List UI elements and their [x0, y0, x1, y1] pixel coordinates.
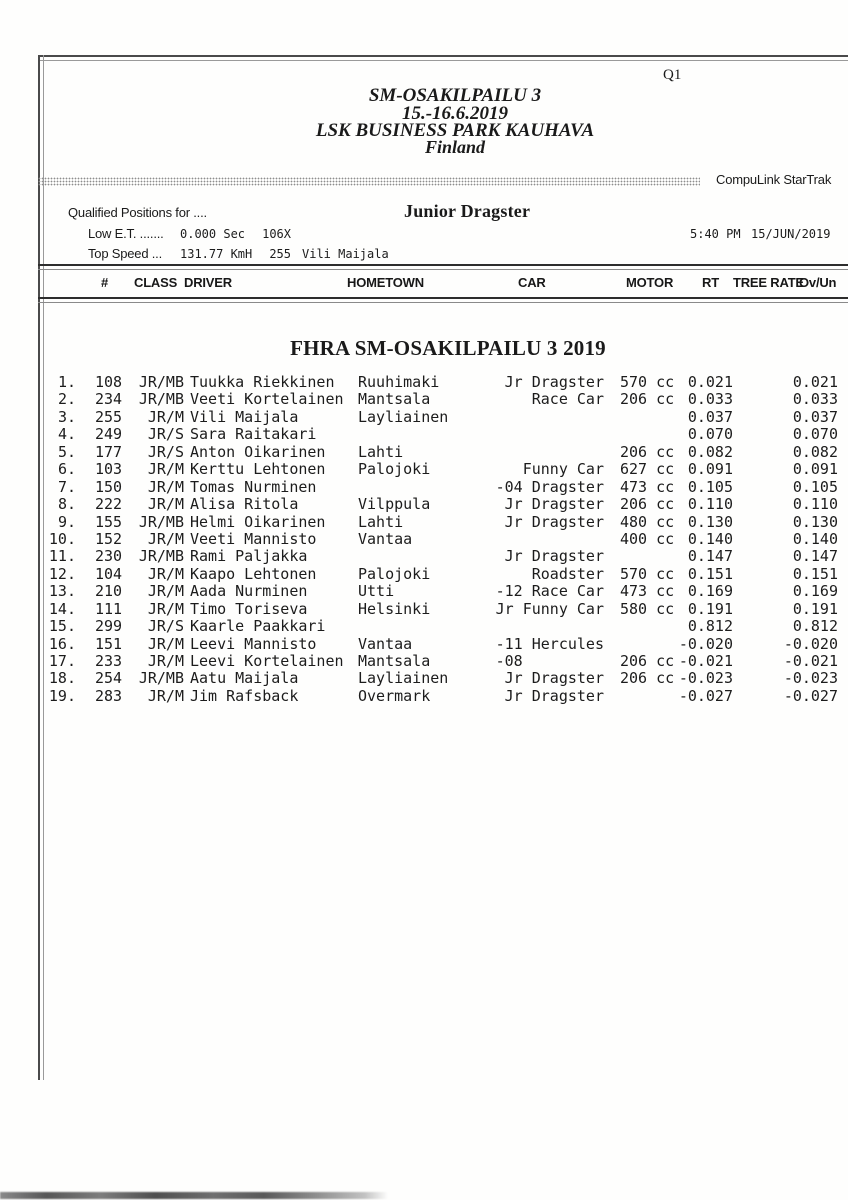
cell-class: JR/MB: [138, 390, 184, 409]
cell-ovun: -0.023: [783, 669, 838, 688]
table-row: [0, 670, 848, 687]
cell-number: 152: [95, 529, 123, 548]
cell-ovun: 0.082: [792, 442, 838, 461]
cell-number: 111: [95, 599, 123, 618]
cell-car: Jr Dragster: [504, 495, 604, 514]
cell-class: JR/M: [147, 686, 184, 705]
category-title: Junior Dragster: [404, 201, 531, 221]
cell-driver: Veeti Mannisto: [190, 529, 317, 548]
cell-motor: 400 cc: [620, 529, 675, 548]
cell-driver: Jim Rafsback: [190, 686, 299, 705]
cell-driver: Anton Oikarinen: [190, 442, 326, 461]
cell-hometown: Layliainen: [358, 407, 449, 426]
cell-driver: Alisa Ritola: [190, 495, 299, 514]
cell-number: 283: [95, 686, 123, 705]
cell-rt: 0.082: [687, 442, 733, 461]
cell-class: JR/M: [147, 477, 184, 496]
event-dates: 15.-16.6.2019: [401, 103, 509, 124]
cell-hometown: Overmark: [358, 686, 431, 705]
cell-rt: 0.147: [687, 547, 733, 566]
cell-class: JR/MB: [138, 512, 184, 531]
cell-rt: 0.151: [687, 564, 733, 583]
cell-driver: Kerttu Lehtonen: [190, 460, 326, 479]
cell-class: JR/S: [147, 442, 184, 461]
cell-car: Roadster: [531, 564, 604, 583]
cell-driver: Helmi Oikarinen: [190, 512, 326, 531]
cell-class: JR/S: [147, 425, 184, 444]
cell-rt: 0.037: [687, 407, 733, 426]
cell-motor: 206 cc: [620, 442, 675, 461]
col-header-driver: DRIVER: [184, 275, 232, 290]
cell-ovun: 0.105: [792, 477, 838, 496]
cell-car: -12 Race Car: [495, 582, 604, 601]
cell-driver: Veeti Kortelainen: [190, 390, 344, 409]
cell-motor: 206 cc: [620, 652, 675, 670]
cell-class: JR/S: [147, 617, 184, 636]
cell-ovun: -0.020: [783, 634, 838, 653]
event-venue: LSK BUSINESS PARK KAUHAVA: [315, 120, 595, 141]
results-table: [0, 374, 848, 705]
cell-number: 255: [95, 407, 123, 426]
timing-brand-label: CompuLink StarTrak: [716, 172, 832, 187]
cell-rank: 16.: [48, 634, 76, 653]
cell-rank: 3.: [57, 407, 76, 426]
cell-ovun: 0.151: [792, 564, 838, 583]
cell-class: JR/M: [147, 460, 184, 479]
cell-motor: 570 cc: [620, 373, 675, 391]
cell-number: 150: [95, 477, 123, 496]
cell-hometown: Vantaa: [358, 634, 413, 653]
table-row: [0, 496, 848, 513]
cell-motor: 627 cc: [620, 460, 675, 479]
cell-rank: 14.: [48, 599, 76, 618]
cell-number: 254: [95, 669, 123, 688]
table-row: [0, 618, 848, 635]
session-round-label: Q1: [663, 67, 682, 83]
cell-number: 108: [95, 373, 123, 391]
cell-rt: 0.105: [687, 477, 733, 496]
cell-class: JR/MB: [138, 547, 184, 566]
cell-rank: 9.: [57, 512, 76, 531]
cell-hometown: Mantsala: [358, 390, 431, 409]
cell-rt: 0.169: [687, 582, 733, 601]
cell-rt: -0.027: [678, 686, 733, 705]
cell-ovun: 0.140: [792, 529, 838, 548]
cell-hometown: Mantsala: [358, 652, 431, 670]
cell-rank: 2.: [57, 390, 76, 409]
cell-motor: 480 cc: [620, 512, 675, 531]
cell-rt: 0.812: [687, 617, 733, 636]
cell-driver: Timo Toriseva: [190, 599, 308, 618]
cell-car: Race Car: [531, 390, 604, 409]
cell-rt: 0.070: [687, 425, 733, 444]
cell-rt: -0.021: [678, 652, 733, 670]
cell-car: -04 Dragster: [495, 477, 604, 496]
cell-rank: 6.: [57, 460, 76, 479]
cell-number: 210: [95, 582, 123, 601]
cell-ovun: -0.021: [783, 652, 838, 670]
cell-rt: 0.021: [687, 373, 733, 391]
event-title: SM-OSAKILPAILU 3: [368, 85, 542, 106]
col-header-motor: MOTOR: [626, 275, 674, 290]
header-rule-top: [38, 264, 848, 270]
cell-hometown: Palojoki: [358, 564, 431, 583]
cell-hometown: Ruuhimaki: [358, 373, 440, 391]
cell-number: 234: [95, 390, 123, 409]
cell-motor: 473 cc: [620, 582, 675, 601]
cell-number: 155: [95, 512, 123, 531]
cell-ovun: 0.812: [792, 617, 838, 636]
table-row: [0, 374, 848, 391]
cell-ovun: -0.027: [783, 686, 838, 705]
table-row: [0, 479, 848, 496]
col-header-pos: #: [101, 275, 109, 290]
cell-car: Jr Dragster: [504, 669, 604, 688]
cell-motor: 570 cc: [620, 564, 675, 583]
cell-class: JR/M: [147, 599, 184, 618]
cell-number: 177: [95, 442, 123, 461]
cell-hometown: Vantaa: [358, 529, 413, 548]
top-speed-holder: Vili Maijala: [302, 247, 389, 261]
cell-driver: Aada Nurminen: [190, 582, 308, 601]
cell-class: JR/M: [147, 407, 184, 426]
cell-rank: 7.: [57, 477, 76, 496]
cell-class: JR/MB: [138, 373, 184, 391]
cell-ovun: 0.147: [792, 547, 838, 566]
low-et-value: 0.000 Sec: [180, 227, 246, 241]
low-et-label: Low E.T. .......: [88, 226, 164, 241]
table-row: [0, 391, 848, 408]
table-row: [0, 583, 848, 600]
col-header-car: CAR: [518, 275, 546, 290]
cell-number: 104: [95, 564, 123, 583]
table-row: [0, 461, 848, 478]
cell-rank: 11.: [48, 547, 76, 566]
cell-rank: 5.: [57, 442, 76, 461]
cell-motor: 206 cc: [620, 390, 675, 409]
session-time: 5:40 PM: [690, 227, 741, 241]
cell-car: Jr Dragster: [504, 547, 604, 566]
cell-motor: 580 cc: [620, 599, 675, 618]
scan-artifact-bottom: [0, 1192, 388, 1199]
cell-hometown: Lahti: [358, 512, 404, 531]
cell-driver: Tomas Nurminen: [190, 477, 317, 496]
cell-rank: 15.: [48, 617, 76, 636]
cell-motor: 206 cc: [620, 495, 675, 514]
col-header-rt: RT: [702, 275, 719, 290]
cell-car: -08: [495, 652, 604, 670]
cell-rt: 0.140: [687, 529, 733, 548]
low-et-car-number: 106X: [262, 227, 291, 241]
cell-car: -11 Hercules: [495, 634, 604, 653]
table-row: [0, 636, 848, 653]
cell-driver: Leevi Mannisto: [190, 634, 317, 653]
col-header-tree-rate: TREE RATE: [733, 275, 804, 290]
cell-class: JR/M: [147, 495, 184, 514]
table-row: [0, 653, 848, 670]
col-header-hometown: HOMETOWN: [347, 275, 424, 290]
cell-car: Jr Dragster: [504, 373, 604, 391]
cell-driver: Vili Maijala: [190, 407, 299, 426]
cell-hometown: Palojoki: [358, 460, 431, 479]
cell-class: JR/MB: [138, 669, 184, 688]
cell-rank: 8.: [57, 495, 76, 514]
cell-rt: 0.091: [687, 460, 733, 479]
table-row: [0, 444, 848, 461]
cell-rank: 10.: [48, 529, 76, 548]
col-header-ovun: Ov/Un: [799, 275, 837, 290]
cell-car: Funny Car: [522, 460, 604, 479]
cell-ovun: 0.191: [792, 599, 838, 618]
cell-ovun: 0.021: [792, 373, 838, 391]
cell-rt: 0.033: [687, 390, 733, 409]
cell-rank: 4.: [57, 425, 76, 444]
table-row: [0, 688, 848, 705]
table-row: [0, 548, 848, 565]
top-speed-value: 131.77 KmH: [180, 247, 253, 261]
cell-number: 222: [95, 495, 123, 514]
cell-rt: 0.191: [687, 599, 733, 618]
cell-rt: 0.110: [687, 495, 733, 514]
halftone-divider: [38, 177, 700, 186]
qualified-positions-label: Qualified Positions for ....: [68, 205, 207, 220]
cell-motor: 473 cc: [620, 477, 675, 496]
cell-number: 249: [95, 425, 123, 444]
top-speed-car-number: 255: [269, 247, 291, 261]
cell-hometown: Layliainen: [358, 669, 449, 688]
cell-rt: -0.023: [678, 669, 733, 688]
col-header-class: CLASS: [134, 275, 178, 290]
cell-car: Jr Dragster: [504, 512, 604, 531]
cell-driver: Aatu Maijala: [190, 669, 299, 688]
cell-class: JR/M: [147, 652, 184, 670]
cell-rt: 0.130: [687, 512, 733, 531]
table-row: [0, 426, 848, 443]
cell-driver: Kaapo Lehtonen: [190, 564, 317, 583]
cell-driver: Kaarle Paakkari: [190, 617, 326, 636]
cell-rank: 17.: [48, 652, 76, 670]
report-title: FHRA SM-OSAKILPAILU 3 2019: [290, 336, 606, 360]
cell-number: 299: [95, 617, 123, 636]
cell-class: JR/M: [147, 582, 184, 601]
table-row: [0, 601, 848, 618]
cell-driver: Rami Paljakka: [190, 547, 308, 566]
top-speed-label: Top Speed ...: [88, 246, 163, 261]
cell-car: Jr Funny Car: [495, 599, 604, 618]
cell-number: 103: [95, 460, 123, 479]
table-row: [0, 514, 848, 531]
cell-rank: 12.: [48, 564, 76, 583]
header-rule-bottom: [38, 297, 848, 303]
cell-number: 233: [95, 652, 123, 670]
cell-ovun: 0.169: [792, 582, 838, 601]
cell-driver: Leevi Kortelainen: [190, 652, 344, 670]
cell-car: Jr Dragster: [504, 686, 604, 705]
cell-rt: -0.020: [678, 634, 733, 653]
session-date: 15/JUN/2019: [751, 227, 831, 241]
cell-hometown: Helsinki: [358, 599, 431, 618]
cell-class: JR/M: [147, 529, 184, 548]
table-row: [0, 531, 848, 548]
table-row: [0, 566, 848, 583]
cell-ovun: 0.070: [792, 425, 838, 444]
table-row: [0, 409, 848, 426]
cell-rank: 1.: [57, 373, 76, 391]
cell-hometown: Vilppula: [358, 495, 431, 514]
event-country: Finland: [424, 137, 486, 157]
cell-rank: 13.: [48, 582, 76, 601]
cell-hometown: Utti: [358, 582, 395, 601]
cell-rank: 18.: [48, 669, 76, 688]
cell-ovun: 0.110: [792, 495, 838, 514]
cell-hometown: Lahti: [358, 442, 404, 461]
cell-number: 230: [95, 547, 123, 566]
cell-ovun: 0.130: [792, 512, 838, 531]
cell-motor: 206 cc: [620, 669, 675, 688]
cell-class: JR/M: [147, 564, 184, 583]
cell-rank: 19.: [48, 686, 76, 705]
cell-driver: Tuukka Riekkinen: [190, 373, 335, 391]
cell-driver: Sara Raitakari: [190, 425, 317, 444]
cell-ovun: 0.091: [792, 460, 838, 479]
cell-class: JR/M: [147, 634, 184, 653]
page-frame-top-border: [38, 55, 848, 61]
cell-ovun: 0.033: [792, 390, 838, 409]
cell-ovun: 0.037: [792, 407, 838, 426]
cell-number: 151: [95, 634, 123, 653]
